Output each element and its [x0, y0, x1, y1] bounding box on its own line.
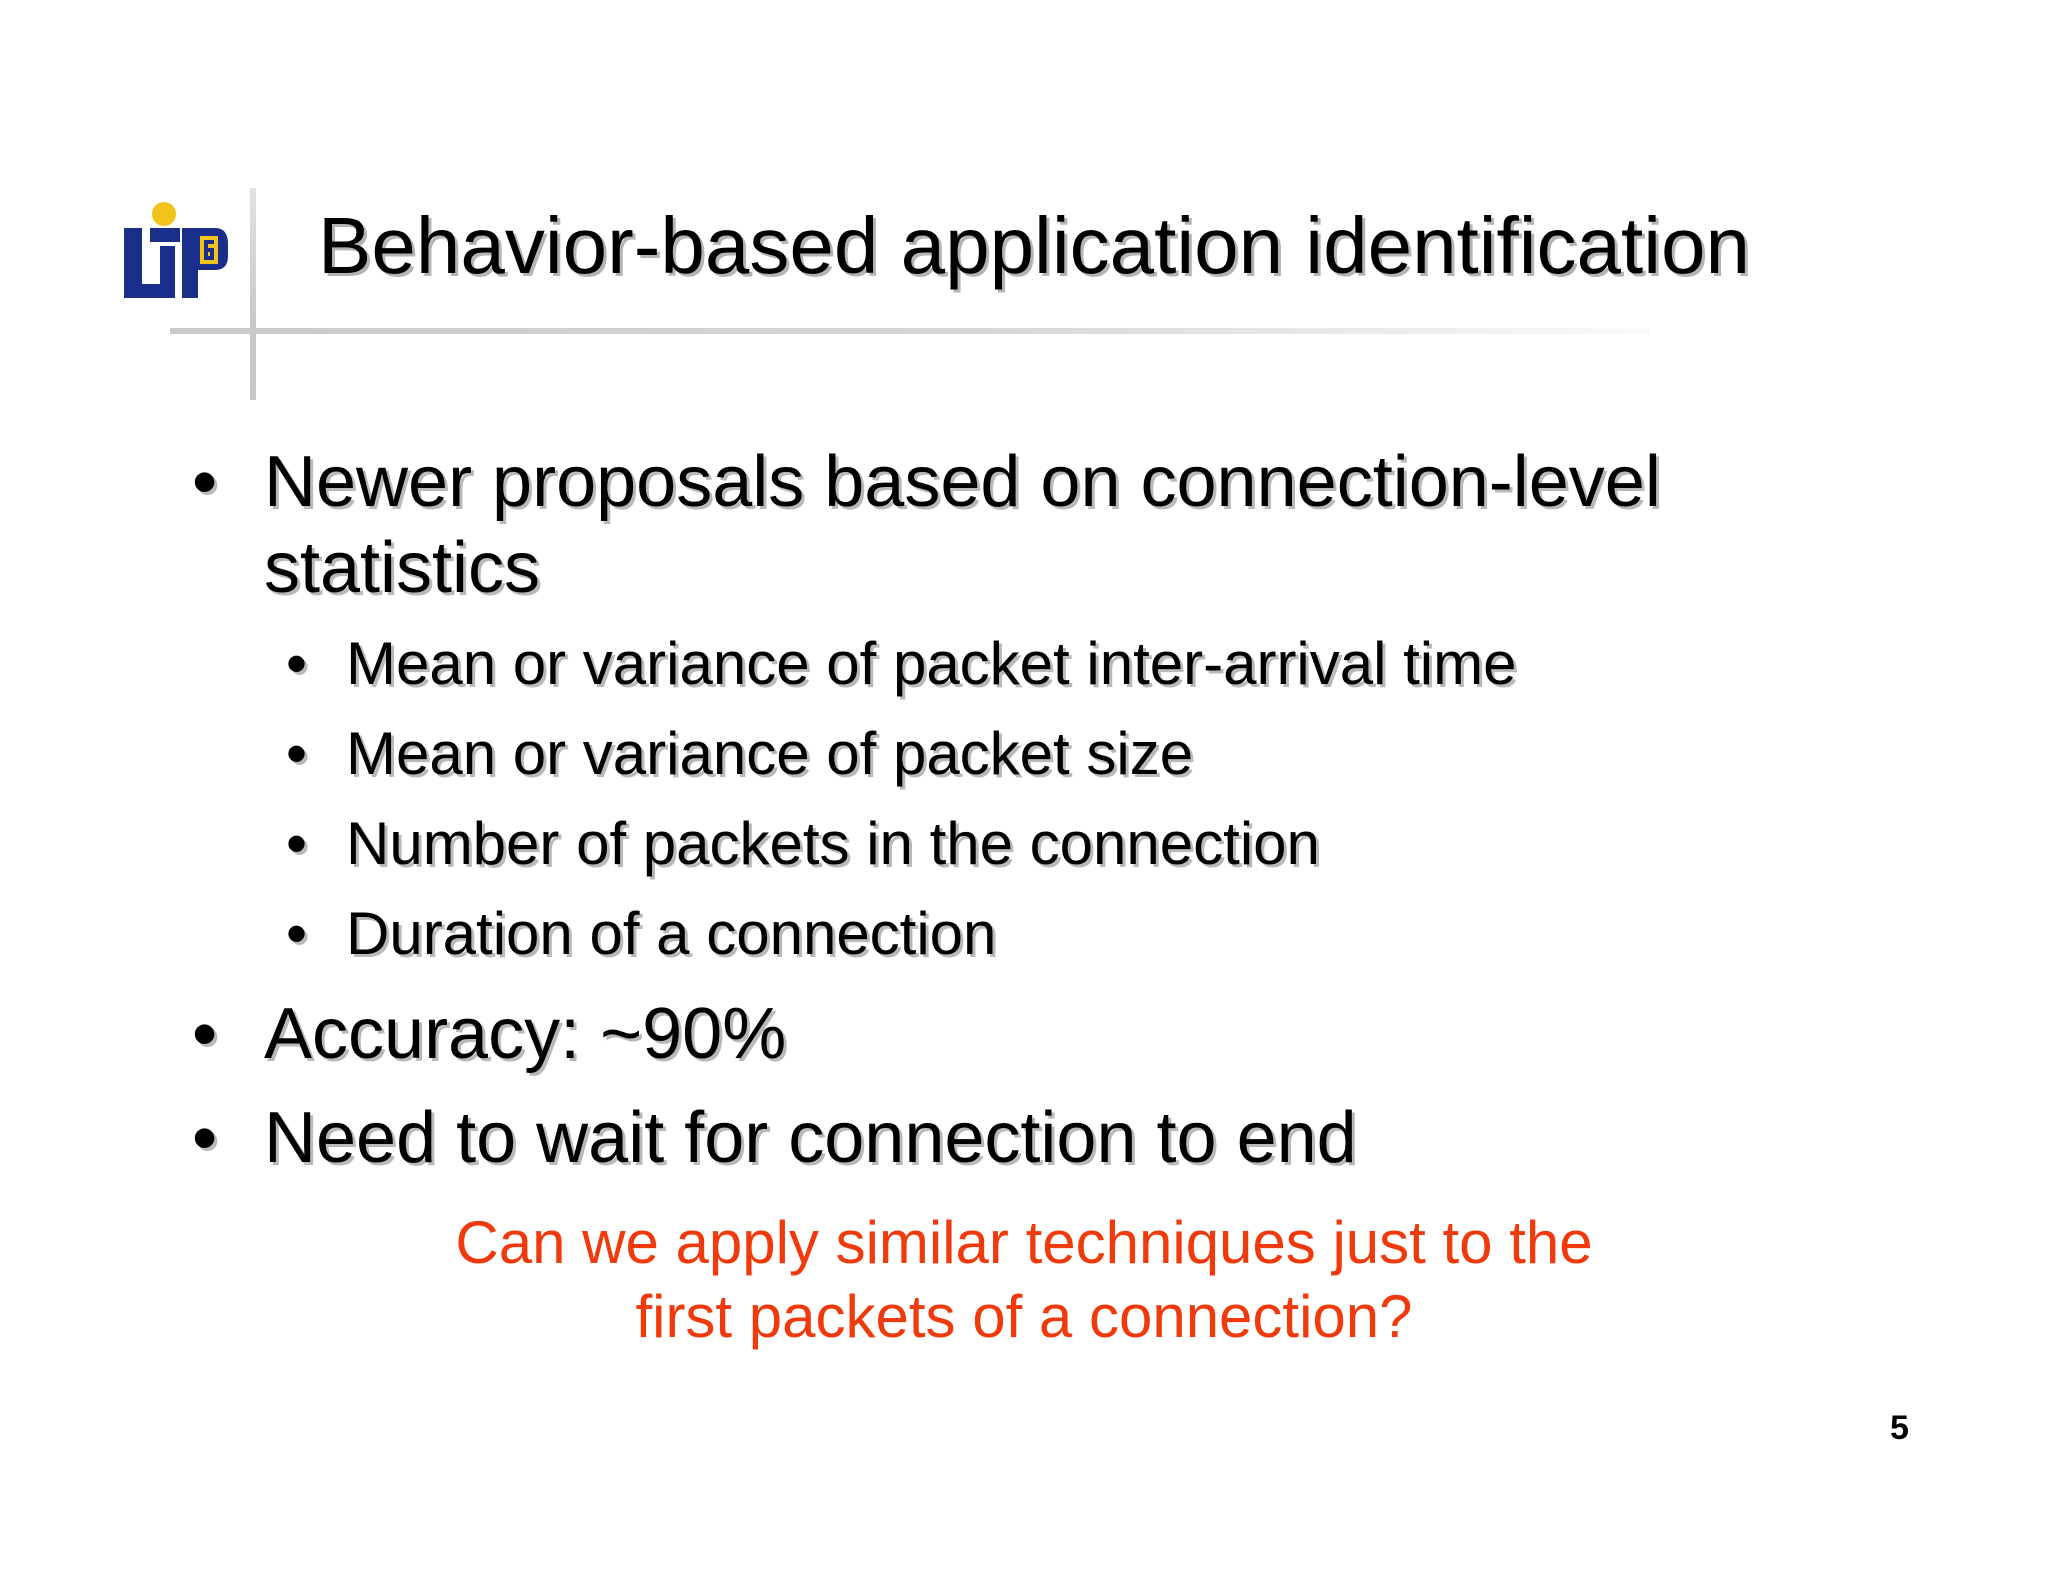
slide-title: Behavior-based application identification	[318, 201, 1751, 290]
sub-bullet-item	[286, 619, 1517, 709]
bullet-text: Mean or variance of packet inter-arrival time	[346, 630, 1517, 697]
bullet-dot: •	[192, 442, 218, 522]
bullet-text: Newer proposals based on connection-level	[264, 442, 1661, 522]
question-line: first packets of a connection?	[635, 1283, 1413, 1350]
bullet-dot: •	[192, 1098, 218, 1178]
highlight-question	[0, 1206, 2048, 1354]
question-line: Can we apply similar techniques just to the	[455, 1209, 1593, 1276]
bullet-item	[192, 440, 1661, 524]
sub-bullet-item	[286, 709, 1194, 799]
bullet-item	[192, 1096, 1357, 1180]
lip6-logo-icon	[120, 198, 230, 303]
page-number: 5	[1890, 1409, 1909, 1447]
sub-bullet-item	[286, 799, 1320, 889]
bullet-text: statistics	[264, 528, 541, 608]
bullet-item	[192, 992, 787, 1076]
bullet-text: Accuracy: ~90%	[264, 994, 787, 1074]
bullet-text: Mean or variance of packet size	[346, 720, 1194, 787]
lip6-logo	[120, 198, 230, 303]
title-vertical-rule	[250, 188, 256, 400]
bullet-text: Number of packets in the connection	[346, 810, 1320, 877]
bullet-dot: •	[192, 994, 218, 1074]
bullet-dot: •	[286, 630, 308, 697]
bullet-dot: •	[286, 720, 308, 787]
bullet-dot: •	[286, 900, 308, 967]
bullet-item-continuation	[264, 526, 540, 610]
title-horizontal-rule	[170, 328, 1650, 334]
bullet-text: Duration of a connection	[346, 900, 997, 967]
bullet-dot: •	[286, 810, 308, 877]
sub-bullet-item	[286, 889, 997, 979]
bullet-text: Need to wait for connection to end	[264, 1098, 1357, 1178]
